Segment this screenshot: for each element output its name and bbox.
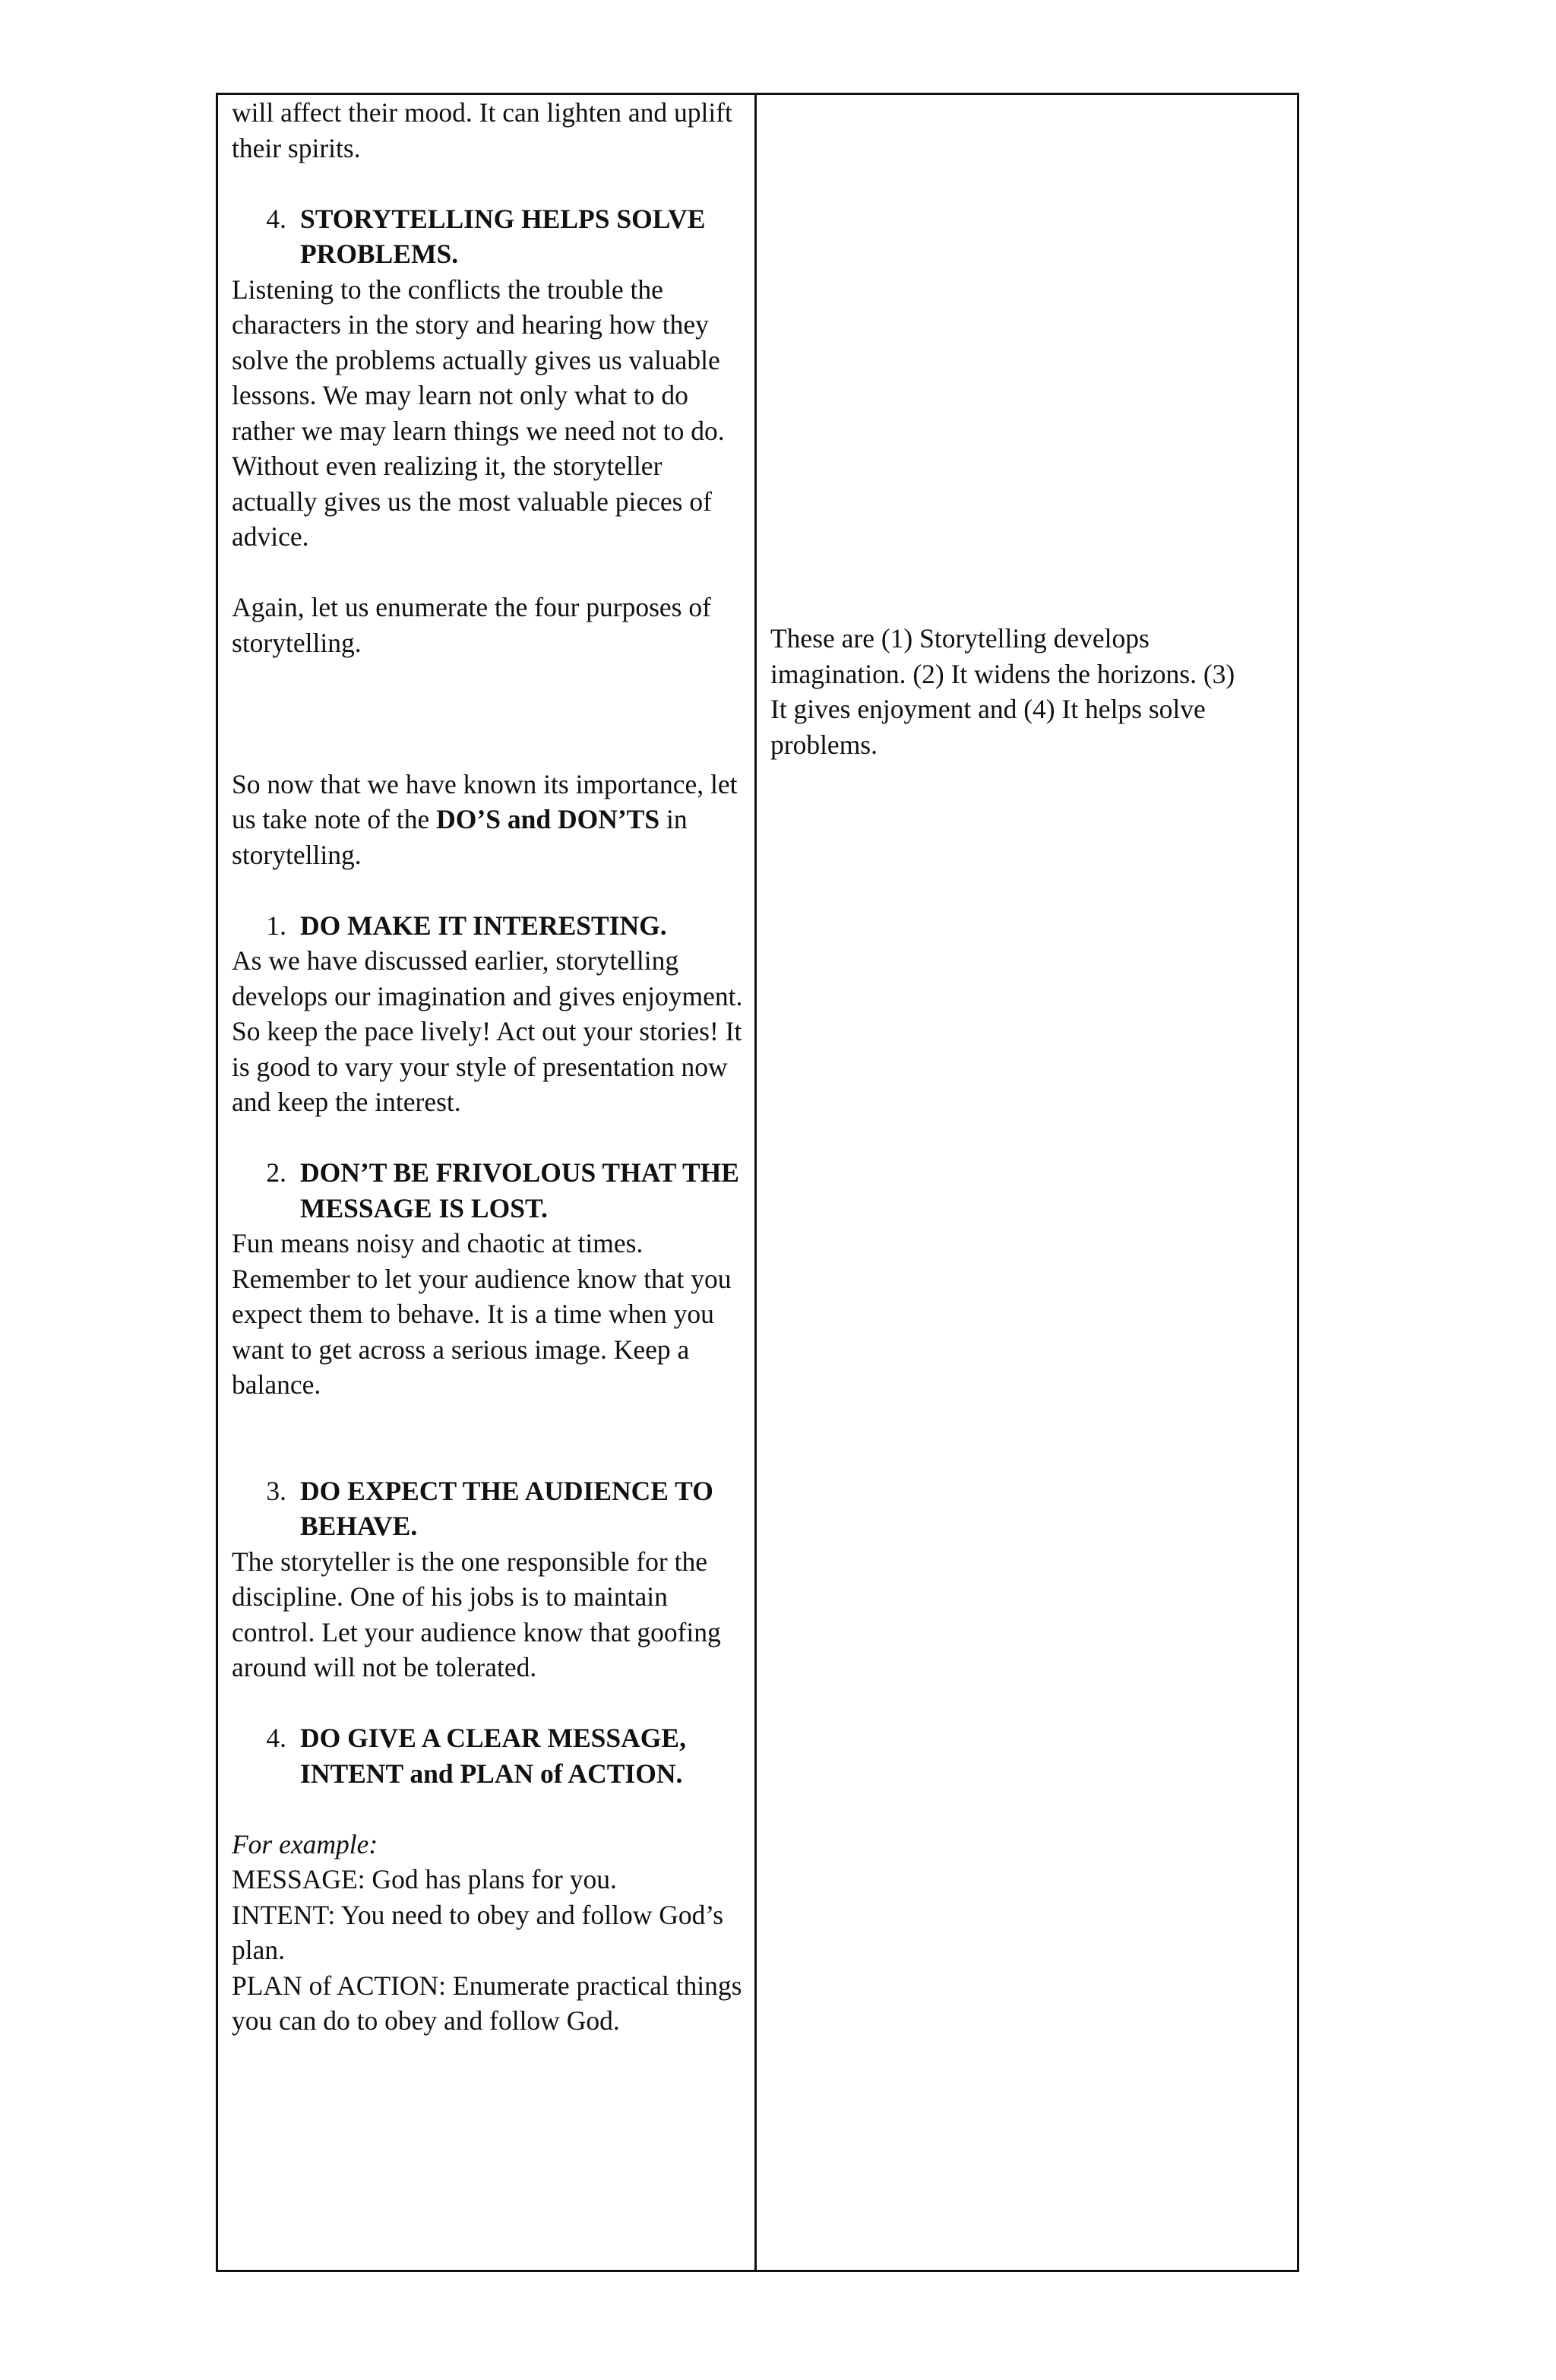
list-heading: DO GIVE A CLEAR MESSAGE, INTENT and PLAN of ACTION. [300,1723,686,1789]
list-heading: DO EXPECT THE AUDIENCE TO BEHAVE. [300,1475,713,1541]
left-column-content [232,95,748,2039]
list-heading: DON’T BE FRIVOLOUS THAT THE MESSAGE IS LOST. [300,1157,739,1223]
do-item-3 [232,1473,748,1544]
lesson-table [216,93,1299,2272]
do-item-3-body: The storyteller is the one responsible for the discipline. One of his jobs is to maintain control. Let your audience know that goofing around will not be tolerated. [232,1546,721,1682]
student-answer: These are (1) Storytelling develops imagination. (2) It widens the horizons. (3) It gives enjoyment and (4) It helps solve problems. [770,623,1235,760]
example-message: MESSAGE: God has plans for you. [232,1864,617,1894]
do-item-1 [232,908,748,944]
example-plan: PLAN of ACTION: Enumerate practical things you can do to obey and follow God. [232,1970,742,2036]
list-number: 3. [266,1475,286,1506]
dos-donts-intro: So now that we have known its importance, let us take note of the DO’S and DON’TS in storytelling. [232,768,738,870]
list-number: 4. [266,203,286,234]
list-number: 4. [266,1723,286,1753]
do-item-1-body: As we have discussed earlier, storytelling develops our imagination and gives enjoyment. So keep the pace lively! Act out your stories! It is good to vary your style of presentation now and keep the interest. [232,945,743,1117]
enumerate-prompt: Again, let us enumerate the four purposes of storytelling. [232,592,711,658]
teacher-activity-column [218,95,757,2270]
do-item-4 [232,1720,748,1791]
right-column-content [770,621,1257,762]
intro-text: will affect their mood. It can lighten and uplift their spirits. [232,97,732,163]
list-heading: STORYTELLING HELPS SOLVE PROBLEMS. [300,203,706,269]
list-heading: DO MAKE IT INTERESTING. [300,910,667,941]
do-item-2-body: Fun means noisy and chaotic at times. Remember to let your audience know that you expect them to behave. It is a time when you want to get across a serious image. Keep a balance. [232,1228,732,1400]
purpose-item-4 [232,201,748,272]
purpose-4-body: Listening to the conflicts the trouble the characters in the story and hearing how they solve the problems actually gives us valuable lessons. We may learn not only what to do rather we may learn things we need not to do. Without even realizing it, the storyteller actually gives us the most valuable pieces of advice. [232,274,725,552]
list-number: 1. [266,910,286,941]
student-response-column [757,95,1297,2270]
list-number: 2. [266,1157,286,1188]
example-label: For example: [232,1828,378,1859]
do-item-2 [232,1155,748,1226]
example-intent: INTENT: You need to obey and follow God’s plan. [232,1899,724,1965]
dos-donts-emphasis: DO’S and DON’TS [436,804,660,834]
